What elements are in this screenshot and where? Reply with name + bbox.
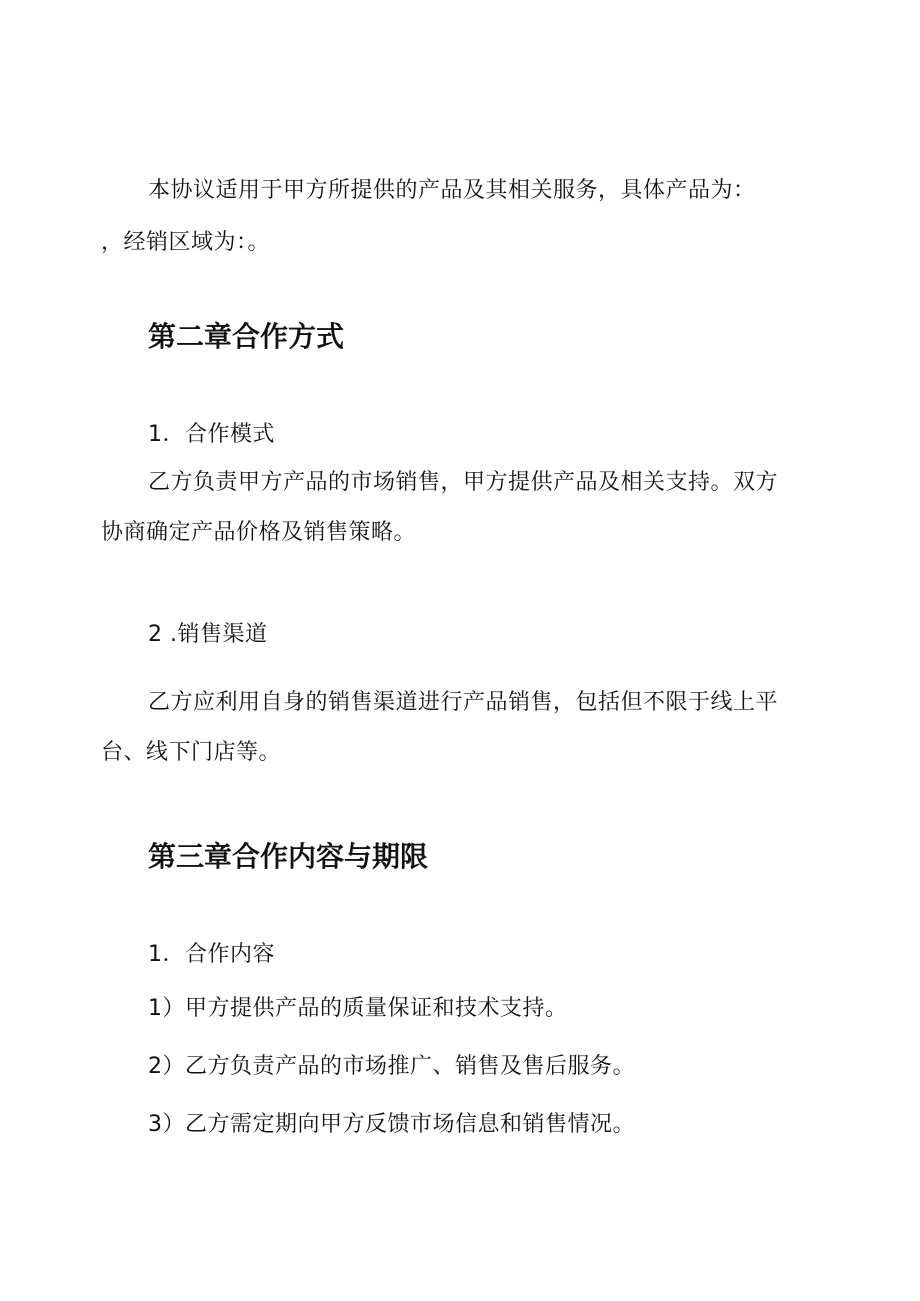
list-item: 3）乙方需定期向甲方反馈市场信息和销售情况。 <box>148 1112 635 1137</box>
chapter-2-section-1-line-2: 协商确定产品价格及销售策略。 <box>101 520 417 545</box>
chapter-2-section-2-heading: 2 .销售渠道 <box>148 622 268 647</box>
chapter-3-title: 第三章合作内容与期限 <box>148 840 429 873</box>
intro-paragraph-line-2: ，经销区域为：。 <box>101 230 271 255</box>
chapter-3-section-1-heading: 1．合作内容 <box>148 942 275 967</box>
intro-paragraph-line-1: 本协议适用于甲方所提供的产品及其相关服务，具体产品为： <box>148 178 756 203</box>
chapter-2-section-1-line-1: 乙方负责甲方产品的市场销售，甲方提供产品及相关支持。双方 <box>148 470 779 495</box>
chapter-2-title: 第二章合作方式 <box>148 320 345 353</box>
chapter-2-section-1-heading: 1．合作模式 <box>148 422 275 447</box>
list-item: 1）甲方提供产品的质量保证和技术支持。 <box>148 996 568 1021</box>
list-item: 2）乙方负责产品的市场推广、销售及售后服务。 <box>148 1054 635 1079</box>
chapter-2-section-2-line-1: 乙方应利用自身的销售渠道进行产品销售，包括但不限于线上平 <box>148 690 779 715</box>
chapter-2-section-2-line-2: 台、线下门店等。 <box>101 740 282 765</box>
